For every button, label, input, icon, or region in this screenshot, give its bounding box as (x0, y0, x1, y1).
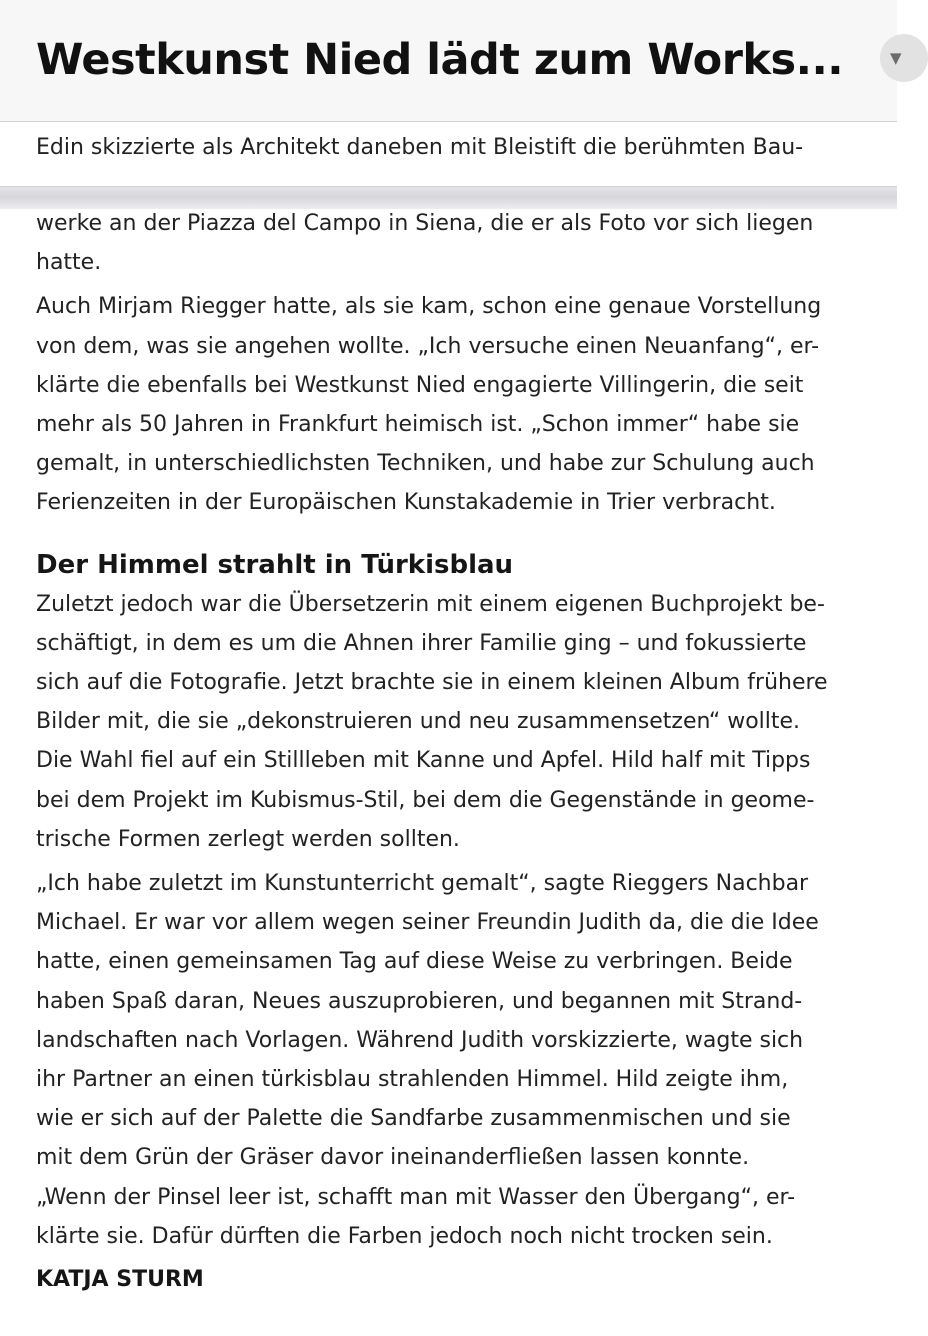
text-line: wie er sich auf der Palette die Sandfarbe zusammenmischen und sie (36, 1106, 791, 1132)
text-line: „Ich habe zuletzt im Kunstunterricht gemalt“, sagte Rieggers Nachbar (36, 871, 809, 897)
strip-text: Edin skizzierte als Architekt daneben mit Bleistift die berühmten Bau- (36, 135, 804, 160)
previous-page-strip (0, 122, 897, 186)
text-line: bei dem Projekt im Kubismus-Stil, bei dem die Gegenstände in geome- (36, 787, 815, 813)
text-line: haben Spaß daran, Neues auszuprobieren, und begannen mit Strand- (36, 988, 803, 1014)
text-line: hatte. (36, 250, 102, 276)
text-line: ihr Partner an einen türkisblau strahlenden Himmel. Hild zeigte ihm, (36, 1067, 789, 1093)
text-line: von dem, was sie angehen wollte. „Ich versuche einen Neuanfang“, er- (36, 333, 820, 359)
text-line: Auch Mirjam Riegger hatte, als sie kam, schon eine genaue Vorstellung (36, 294, 822, 320)
text-line: trische Formen zerlegt werden sollten. (36, 826, 460, 852)
text-line: mehr als 50 Jahren in Frankfurt heimisch ist. „Schon immer“ habe sie (36, 412, 800, 438)
text-line: gemalt, in unterschiedlichsten Techniken, und habe zur Schulung auch (36, 451, 815, 477)
paragraph-3 (36, 585, 876, 859)
author-byline: KATJA STURM (36, 1267, 204, 1293)
text-line: sich auf die Fotografie. Jetzt brachte sie in einem kleinen Album frühere (36, 670, 828, 696)
paragraph-2 (36, 287, 876, 522)
reader-header (0, 0, 902, 122)
text-line: schäftigt, in dem es um die Ahnen ihrer Familie ging – und fokussierte (36, 630, 807, 656)
text-line: Zuletzt jedoch war die Übersetzerin mit einem eigenen Buchprojekt be- (36, 591, 825, 617)
article-body (36, 204, 876, 1299)
text-line: mit dem Grün der Gräser davor ineinanderfließen lassen konnte. (36, 1145, 750, 1171)
paragraph-1 (36, 204, 876, 282)
text-line: klärte sie. Dafür dürften die Farben jedoch noch nicht trocken sein. (36, 1223, 773, 1249)
section-heading: Der Himmel strahlt in Türkisblau (36, 549, 514, 580)
chevron-down-icon: ▼ (890, 49, 902, 67)
header-menu-button[interactable] (880, 34, 928, 82)
text-line: Michael. Er war vor allem wegen seiner Freundin Judith da, die die Idee (36, 910, 819, 936)
text-line: landschaften nach Vorlagen. Während Judith vorskizzierte, wagte sich (36, 1027, 804, 1053)
text-line: Die Wahl fiel auf ein Stillleben mit Kanne und Apfel. Hild half mit Tipps (36, 748, 811, 774)
paragraph-4 (36, 864, 876, 1256)
text-line: Bilder mit, die sie „dekonstruieren und neu zusammensetzen“ wollte. (36, 709, 801, 735)
text-line: hatte, einen gemeinsamen Tag auf diese Weise zu verbringen. Beide (36, 949, 793, 975)
text-line: „Wenn der Pinsel leer ist, schafft man mit Wasser den Übergang“, er- (36, 1184, 796, 1210)
text-line: klärte die ebenfalls bei Westkunst Nied engagierte Villingerin, die seit (36, 372, 804, 398)
page-title: Westkunst Nied lädt zum Works... (36, 35, 844, 85)
text-line: werke an der Piazza del Campo in Siena, die er als Foto vor sich liegen (36, 211, 814, 236)
text-line: Ferienzeiten in der Europäischen Kunstakademie in Trier verbracht. (36, 490, 776, 516)
